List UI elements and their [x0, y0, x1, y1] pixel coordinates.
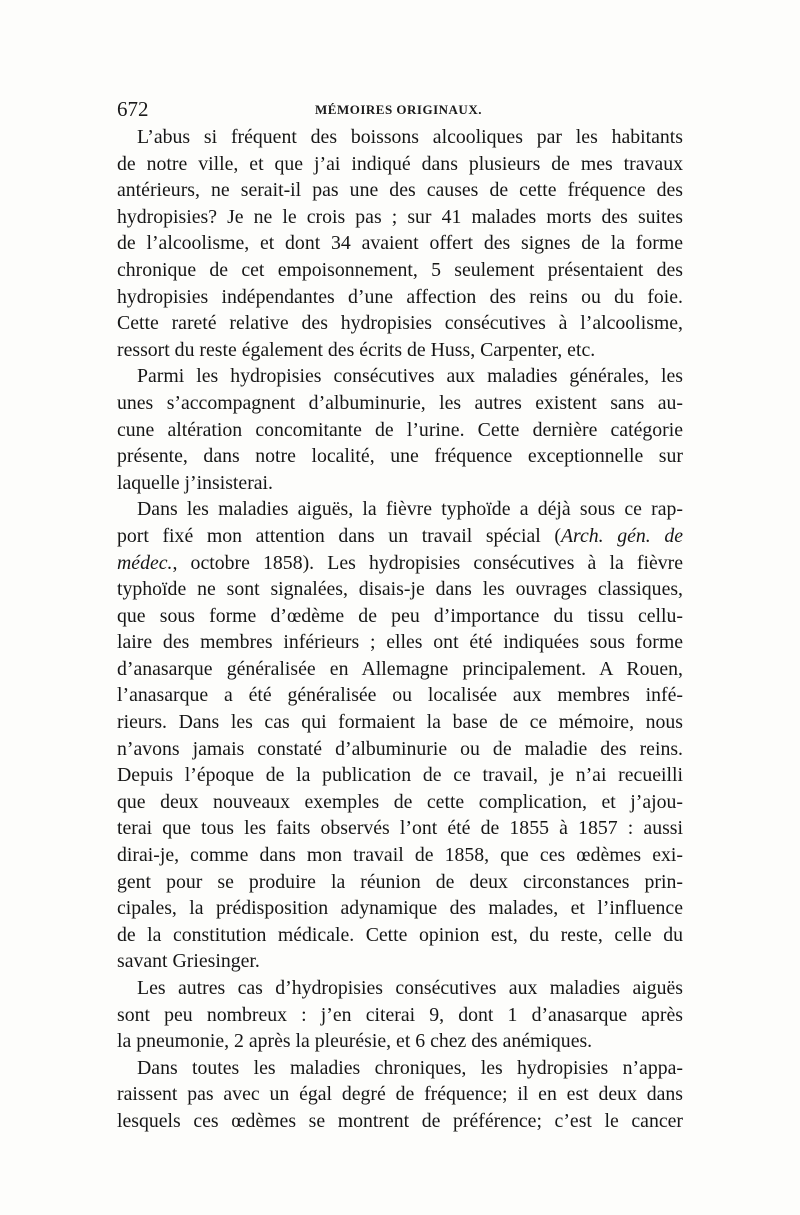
text-line: typhoïde ne sont signalées, disais-je dans les ouvrages classiques, — [117, 578, 683, 601]
text-line: Cette rareté relative des hydropisies consécutives à l’alcoolisme, — [117, 312, 683, 335]
running-head: MÉMOIRES ORIGINAUX. — [315, 102, 482, 117]
text-line: L’abus si fréquent des boissons alcooliques par les habitants — [137, 126, 683, 148]
text-line: antérieurs, ne serait-il pas une des causes de cette fréquence des — [117, 179, 683, 202]
text-line: Parmi les hydropisies consécutives aux maladies générales, les — [137, 365, 683, 388]
text-line: cune altération concomitante de l’urine. Cette dernière catégorie — [117, 418, 683, 441]
text-line: terai que tous les faits observés l’ont été de 1855 à 1857 : aussi — [117, 817, 683, 840]
page-header — [117, 96, 683, 122]
text-line-with-citation — [117, 523, 683, 550]
citation-ref-cont: médec. — [117, 551, 173, 574]
text-fragment: , octobre 1858). Les hydropisies consécutives à la fièvre — [172, 551, 683, 574]
text-line: lesquels ces œdèmes se montrent de préférence; c’est le cancer — [117, 1109, 683, 1132]
text-line: raissent pas avec un égal degré de fréquence; il en est deux dans — [117, 1083, 683, 1106]
text-line: gent pour se produire la réunion de deux circonstances prin- — [117, 870, 683, 893]
citation-ref: Arch. gén. de — [560, 524, 683, 547]
text-line: unes s’accompagnent d’albuminurie, les autres existent sans au- — [117, 391, 683, 414]
text-line: d’anasarque généralisée en Allemagne principalement. A Rouen, — [117, 657, 683, 680]
text-line: la pneumonie, 2 après la pleurésie, et 6 chez des anémiques. — [117, 1030, 593, 1053]
text-line: dirai-je, comme dans mon travail de 1858, que ces œdèmes exi- — [117, 844, 683, 867]
text-line: sont peu nombreux : j’en citerai 9, dont 1 d’anasarque après — [117, 1003, 683, 1026]
text-line: présente, dans notre localité, une fréquence exceptionnelle sur — [117, 445, 683, 468]
text-line: Depuis l’époque de la publication de ce travail, je n’ai recueilli — [117, 764, 683, 787]
text-line: hydropisies indépendantes d’une affection des reins ou du foie. — [117, 285, 683, 308]
text-line: hydropisies? Je ne le crois pas ; sur 41 malades morts des suites — [117, 205, 683, 228]
text-line: l’anasarque a été généralisée ou localisée aux membres infé- — [117, 684, 683, 707]
text-line: que sous forme d’œdème de peu d’importance du tissu cellu- — [117, 604, 683, 627]
text-line: Dans toutes les maladies chroniques, les hydropisies n’appa- — [137, 1056, 683, 1079]
text-line: de notre ville, et que j’ai indiqué dans plusieurs de mes travaux — [117, 152, 683, 175]
text-line: que deux nouveaux exemples de cette complication, et j’ajou- — [117, 790, 683, 813]
body-text — [117, 124, 683, 1135]
text-line: laquelle j’insisterai. — [117, 471, 273, 494]
text-line: ressort du reste également des écrits de Huss, Carpenter, etc. — [117, 338, 596, 361]
text-line: savant Griesinger. — [117, 950, 260, 973]
text-fragment: port fixé mon attention dans un travail spécial ( — [117, 524, 561, 547]
text-line: cipales, la prédisposition adynamique des malades, et l’influence — [117, 897, 683, 920]
text-line — [117, 550, 683, 577]
text-line: Dans les maladies aiguës, la fièvre typhoïde a déjà sous ce rap- — [137, 498, 683, 521]
text-line: de l’alcoolisme, et dont 34 avaient offert des signes de la forme — [117, 232, 683, 255]
text-line: chronique de cet empoisonnement, 5 seulement présentaient des — [117, 258, 683, 281]
text-line: n’avons jamais constaté d’albuminurie ou de maladie des reins. — [117, 737, 683, 760]
text-line: laire des membres inférieurs ; elles ont été indiquées sous forme — [117, 631, 683, 654]
text-line: Les autres cas d’hydropisies consécutives aux maladies aiguës — [137, 977, 683, 999]
text-line: rieurs. Dans les cas qui formaient la base de ce mémoire, nous — [117, 711, 683, 734]
page-number: 672 — [117, 97, 149, 121]
text-line: de la constitution médicale. Cette opinion est, du reste, celle du — [117, 923, 683, 946]
